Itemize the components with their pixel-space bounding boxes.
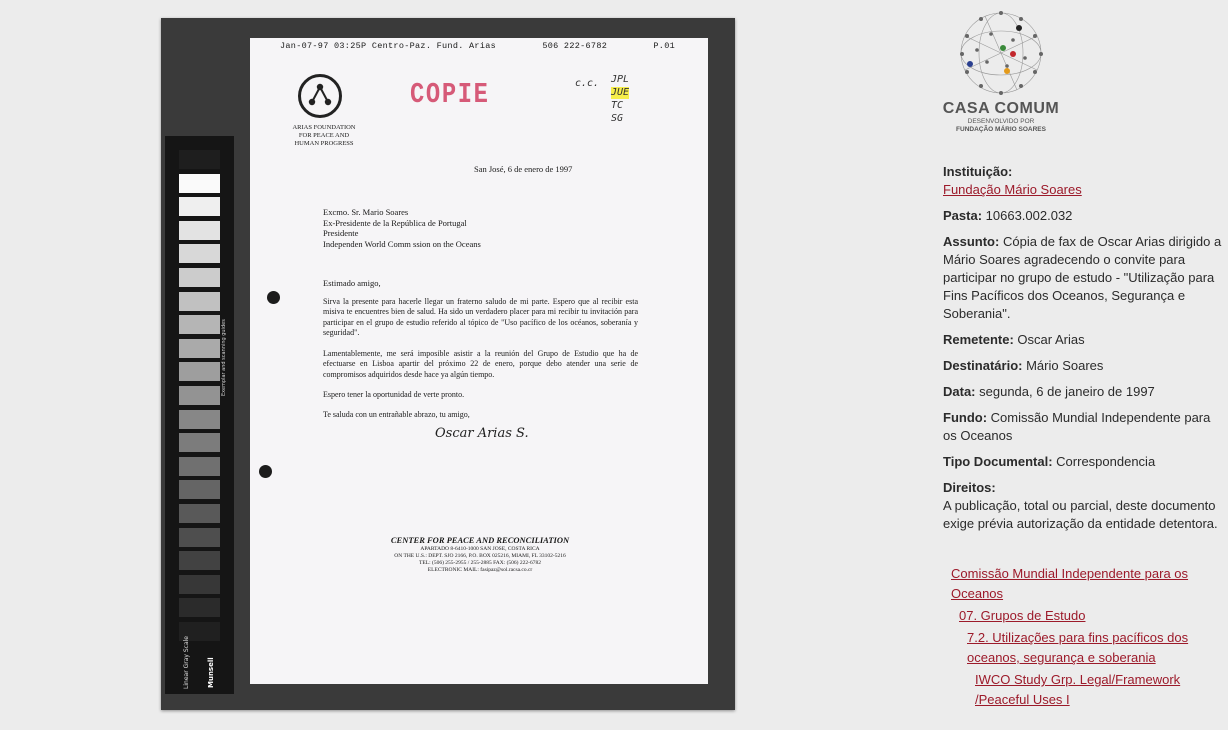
footer-line: APARTADO 8-6410-1000 SAN JOSE, COSTA RICA	[420, 546, 540, 552]
address-line: Presidente	[323, 228, 359, 238]
gray-swatch	[179, 174, 220, 193]
meta-label: Instituição:	[943, 164, 1013, 179]
meta-value: 10663.002.032	[985, 208, 1073, 223]
meta-tipo-documental	[943, 453, 1223, 471]
meta-instituicao	[943, 163, 1223, 199]
letter-page	[250, 38, 708, 684]
gray-swatch	[179, 150, 220, 169]
gray-swatch	[179, 268, 220, 287]
signature: Oscar Arias S.	[435, 426, 529, 441]
meta-value: Oscar Arias	[1017, 332, 1085, 347]
meta-label: Pasta:	[943, 208, 983, 223]
handwritten-initial-highlighted: JUE	[611, 87, 630, 98]
fax-header-phone: 506 222-6782	[542, 41, 608, 51]
casa-comum-brand[interactable]	[936, 6, 1066, 133]
gray-swatch	[179, 528, 220, 547]
gray-swatch	[179, 339, 220, 358]
brand-name: CASA COMUM	[942, 100, 1060, 117]
handwritten-initial: TC	[611, 100, 624, 111]
meta-data	[943, 383, 1223, 401]
punch-hole	[259, 465, 272, 478]
copie-stamp: COPIE	[410, 78, 490, 111]
greeting: Estimado amigo,	[323, 278, 381, 288]
brand-org: FUNDAÇÃO MÁRIO SOARES	[956, 126, 1046, 133]
arias-foundation-logo-icon	[298, 74, 342, 118]
handwritten-cc: c.c.	[575, 78, 600, 89]
meta-value: Correspondencia	[1056, 454, 1156, 469]
gray-swatch	[179, 386, 220, 405]
address-line: Ex-Presidente de la República de Portugal	[323, 217, 467, 228]
gray-swatch	[179, 598, 220, 617]
gray-swatch	[179, 433, 220, 452]
meta-destinatario	[943, 357, 1223, 375]
hierarchy-link-subseries[interactable]: 7.2. Utilizações para fins pacíficos dos oceanos, segurança e soberania	[967, 630, 1189, 665]
handwritten-initial: JPL	[611, 74, 630, 85]
meta-value: Cópia de fax de Oscar Arias dirigido a Mário Soares agradecendo o convite para participar no grupo de estudo - "Utilização para Fins Pacíficos dos Oceanos, Segurança e Soberania".	[943, 234, 1222, 321]
meta-pasta	[943, 207, 1223, 225]
gray-swatch	[179, 221, 220, 240]
gray-strip-label: Exemplar and scanning guides	[221, 319, 227, 396]
meta-direitos	[943, 479, 1223, 533]
footer-line: ELECTRONIC MAIL: fasipaz@sol.racsa.co.cr	[427, 567, 533, 573]
gray-swatch	[179, 292, 220, 311]
archive-hierarchy	[951, 564, 1211, 712]
meta-label: Assunto:	[943, 234, 1000, 249]
address-line: Excmo. Sr. Mario Soares	[323, 207, 409, 217]
meta-label: Fundo:	[943, 410, 988, 425]
meta-label: Destinatário:	[943, 358, 1023, 373]
address-line: Independen World Comm ssion on the Oceans	[323, 238, 481, 249]
gray-scale-strip	[165, 136, 234, 694]
meta-label: Tipo Documental:	[943, 454, 1053, 469]
footer-line: ON THE U.S.: DEPT. SJO 2166, P.O. BOX 025216, MIAMI, FL 33102-5216	[394, 553, 566, 559]
body-paragraph: Sirva la presente para hacerle llegar un fraterno saludo de mi parte. Espero que al recibir esta misiva te encuentres bien de salud. Ha sido un verdadero placer para mi recibir tu invitación para participar en el grupo de estudio referido al tópico de "Uso pacífico de los océanos, soberanía y seguridad".	[323, 297, 638, 337]
letter-date: San José, 6 de enero de 1997	[474, 164, 573, 174]
gray-swatch	[179, 551, 220, 570]
recipient-address	[323, 207, 481, 249]
meta-label: Direitos:	[943, 480, 996, 495]
hierarchy-link-fundo[interactable]: Comissão Mundial Independente para os Oceanos	[951, 566, 1189, 601]
meta-value: A publicação, total ou parcial, deste documento exige prévia autorização da entidade detentora.	[943, 498, 1218, 531]
gray-strip-brand: Munsell	[207, 657, 215, 688]
letterhead-footer	[370, 535, 590, 574]
body-paragraph: Lamentablemente, me será imposible asistir a la reunión del Grupo de Estudio que ha de efectuarse en Lisboa apartir del próximo 22 de enero, porque debo atender una serie de compromisos adquiridos desde hace ya algún tiempo.	[323, 349, 638, 379]
instituicao-link[interactable]: Fundação Mário Soares	[943, 182, 1082, 197]
gray-swatch	[179, 315, 220, 334]
meta-value: Mário Soares	[1026, 358, 1104, 373]
meta-fundo	[943, 409, 1223, 445]
meta-value: Comissão Mundial Independente para os Oceanos	[943, 410, 1211, 443]
meta-assunto	[943, 233, 1223, 323]
punch-hole	[267, 291, 280, 304]
gray-swatch	[179, 575, 220, 594]
footer-line: TEL: (506) 255-2955 / 255-2885 FAX: (506) 222-6782	[419, 560, 541, 566]
gray-swatch	[179, 457, 220, 476]
gray-strip-footer: Linear Gray Scale	[183, 636, 190, 689]
body-paragraph: Espero tener la oportunidad de verte pronto.	[323, 390, 465, 399]
fax-header-page: P.01	[653, 41, 675, 51]
org-name: ARIAS FOUNDATION FOR PEACE AND HUMAN PROGRESS	[292, 124, 356, 147]
fax-header-sender: Jan-07-97 03:25P Centro-Paz. Fund. Arias	[280, 41, 497, 51]
gray-swatch	[179, 197, 220, 216]
body-paragraph: Te saluda con un entrañable abrazo, tu amigo,	[323, 410, 470, 419]
casa-comum-logo-icon	[955, 6, 1047, 100]
meta-value: segunda, 6 de janeiro de 1997	[979, 384, 1155, 399]
gray-swatch	[179, 480, 220, 499]
hierarchy-link-folder[interactable]: IWCO Study Grp. Legal/Framework /Peaceful Uses I	[975, 672, 1181, 707]
fax-header	[280, 41, 675, 51]
meta-label: Data:	[943, 384, 976, 399]
handwritten-initial: SG	[611, 113, 624, 124]
gray-swatch	[179, 362, 220, 381]
hierarchy-link-series[interactable]: 07. Grupos de Estudo	[959, 608, 1086, 623]
gray-swatch	[179, 504, 220, 523]
gray-swatch	[179, 244, 220, 263]
metadata-panel	[943, 163, 1223, 541]
meta-remetente	[943, 331, 1223, 349]
footer-heading: CENTER FOR PEACE AND RECONCILIATION	[390, 535, 570, 545]
meta-label: Remetente:	[943, 332, 1014, 347]
gray-swatch	[179, 410, 220, 429]
brand-sub: DESENVOLVIDO POR	[967, 118, 1035, 125]
